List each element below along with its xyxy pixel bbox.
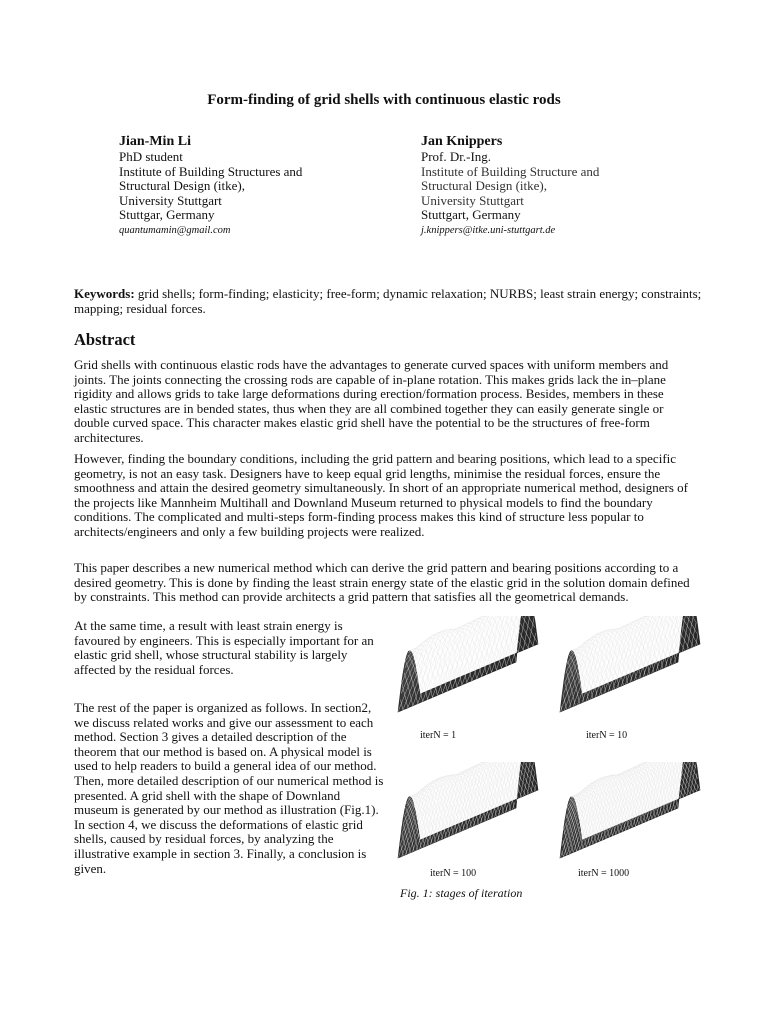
figure-caption: Fig. 1: stages of iteration bbox=[400, 886, 523, 900]
grid-shell-image bbox=[390, 616, 540, 721]
author-position: PhD student bbox=[119, 149, 183, 164]
author-email[interactable]: quantumamin@gmail.com bbox=[119, 224, 231, 236]
author-name: Jan Knippers bbox=[421, 134, 503, 149]
author-location: Stuttgart, Germany bbox=[421, 207, 521, 223]
grid-shell-image bbox=[552, 616, 702, 721]
author-block-1 bbox=[119, 133, 302, 239]
abstract-paragraph-5: The rest of the paper is organized as follows. In section2, we discuss related works and give our assessment to each method. Section 3 gives a detailed description of the theorem that our method is based on. A physical model is used to help readers to build a general idea of our method. Then, more detailed description of our numerical method is presented. A grid shell with the shape of Downland museum is generated by our method as illustration (Fig.1). In section 4, we discuss the deformations of elastic grid shells, caused by residual forces, by analyzing the illustrative example in section 3. Finally, a conclusion is given. bbox=[74, 700, 384, 876]
author-institute: Institute of Building Structure and bbox=[421, 163, 600, 179]
figure-panel-label: iterN = 1 bbox=[420, 730, 457, 741]
author-institute: Structural Design (itke), bbox=[119, 178, 245, 194]
abstract-paragraph-1: Grid shells with continuous elastic rods have the advantages to generate curved spaces with uniform members and joints. The joints connecting the crossing rods are capable of in-plane rotation. This makes grids lack the in–plane rigidity and allows grids to take large deformations during erection/formation process. Besides, members in these elastic structures are in bended states, thus when they are all combined together they can easily generate single or double curved space. This character makes elastic grid shell have the potential to be the structures of free-form architectures. bbox=[74, 357, 669, 445]
figure-panel-4 bbox=[552, 762, 702, 872]
grid-shell-image bbox=[390, 762, 540, 867]
figure-panel-3 bbox=[390, 762, 540, 872]
grid-shell-image bbox=[552, 762, 702, 867]
figure-panel-label: iterN = 10 bbox=[586, 730, 628, 741]
figure-panel-2 bbox=[552, 616, 702, 726]
author-block-2 bbox=[421, 133, 599, 239]
keywords-label: Keywords: bbox=[74, 286, 135, 301]
author-location: Stuttgar, Germany bbox=[119, 207, 215, 223]
author-institute: Institute of Building Structures and bbox=[119, 163, 303, 179]
author-university: University Stuttgart bbox=[119, 192, 222, 208]
figure-panel-label: iterN = 100 bbox=[430, 868, 477, 879]
abstract-heading: Abstract bbox=[74, 330, 136, 349]
figure-panel-label: iterN = 1000 bbox=[578, 868, 630, 879]
keywords-text: grid shells; form-finding; elasticity; free-form; dynamic relaxation; NURBS; least strain energy; constraints; mapping; residual forces. bbox=[74, 286, 702, 316]
paper-title: Form-finding of grid shells with continuous elastic rods bbox=[207, 92, 561, 108]
author-university: University Stuttgart bbox=[421, 192, 524, 208]
abstract-paragraph-4: At the same time, a result with least strain energy is favoured by engineers. This is especially important for an elastic grid shell, whose structural stability is largely affected by the residual forces. bbox=[74, 618, 374, 677]
figure-1 bbox=[388, 614, 708, 904]
abstract-paragraph-3: This paper describes a new numerical method which can derive the grid pattern and bearing positions according to a desired geometry. This is done by finding the least strain energy state of the elastic grid in the solution domain defined by constraints. This method can provide architects a grid pattern that satisfies all the geometrical demands. bbox=[74, 560, 690, 605]
author-email[interactable]: j.knippers@itke.uni-stuttgart.de bbox=[421, 224, 556, 236]
author-name: Jian-Min Li bbox=[119, 134, 191, 149]
keywords bbox=[74, 286, 704, 316]
figure-panel-1 bbox=[390, 616, 540, 726]
author-institute: Structural Design (itke), bbox=[421, 178, 547, 194]
author-position: Prof. Dr.-Ing. bbox=[421, 149, 492, 164]
abstract-paragraph-2: However, finding the boundary conditions, including the grid pattern and bearing positions, which lead to a specific geometry, is not an easy task. Designers have to keep equal grid lengths, minimise the residual forces, ensure the smoothness and attain the desired geometry simultaneously. In short of an appropriate numerical method, designers of the projects like Mannheim Multihall and Downland Museum returned to physical models to find the boundary conditions. The complicated and multi-steps form-finding process makes this kind of structure less popular to architects/engineers and only a few building projects were realized. bbox=[74, 451, 688, 539]
